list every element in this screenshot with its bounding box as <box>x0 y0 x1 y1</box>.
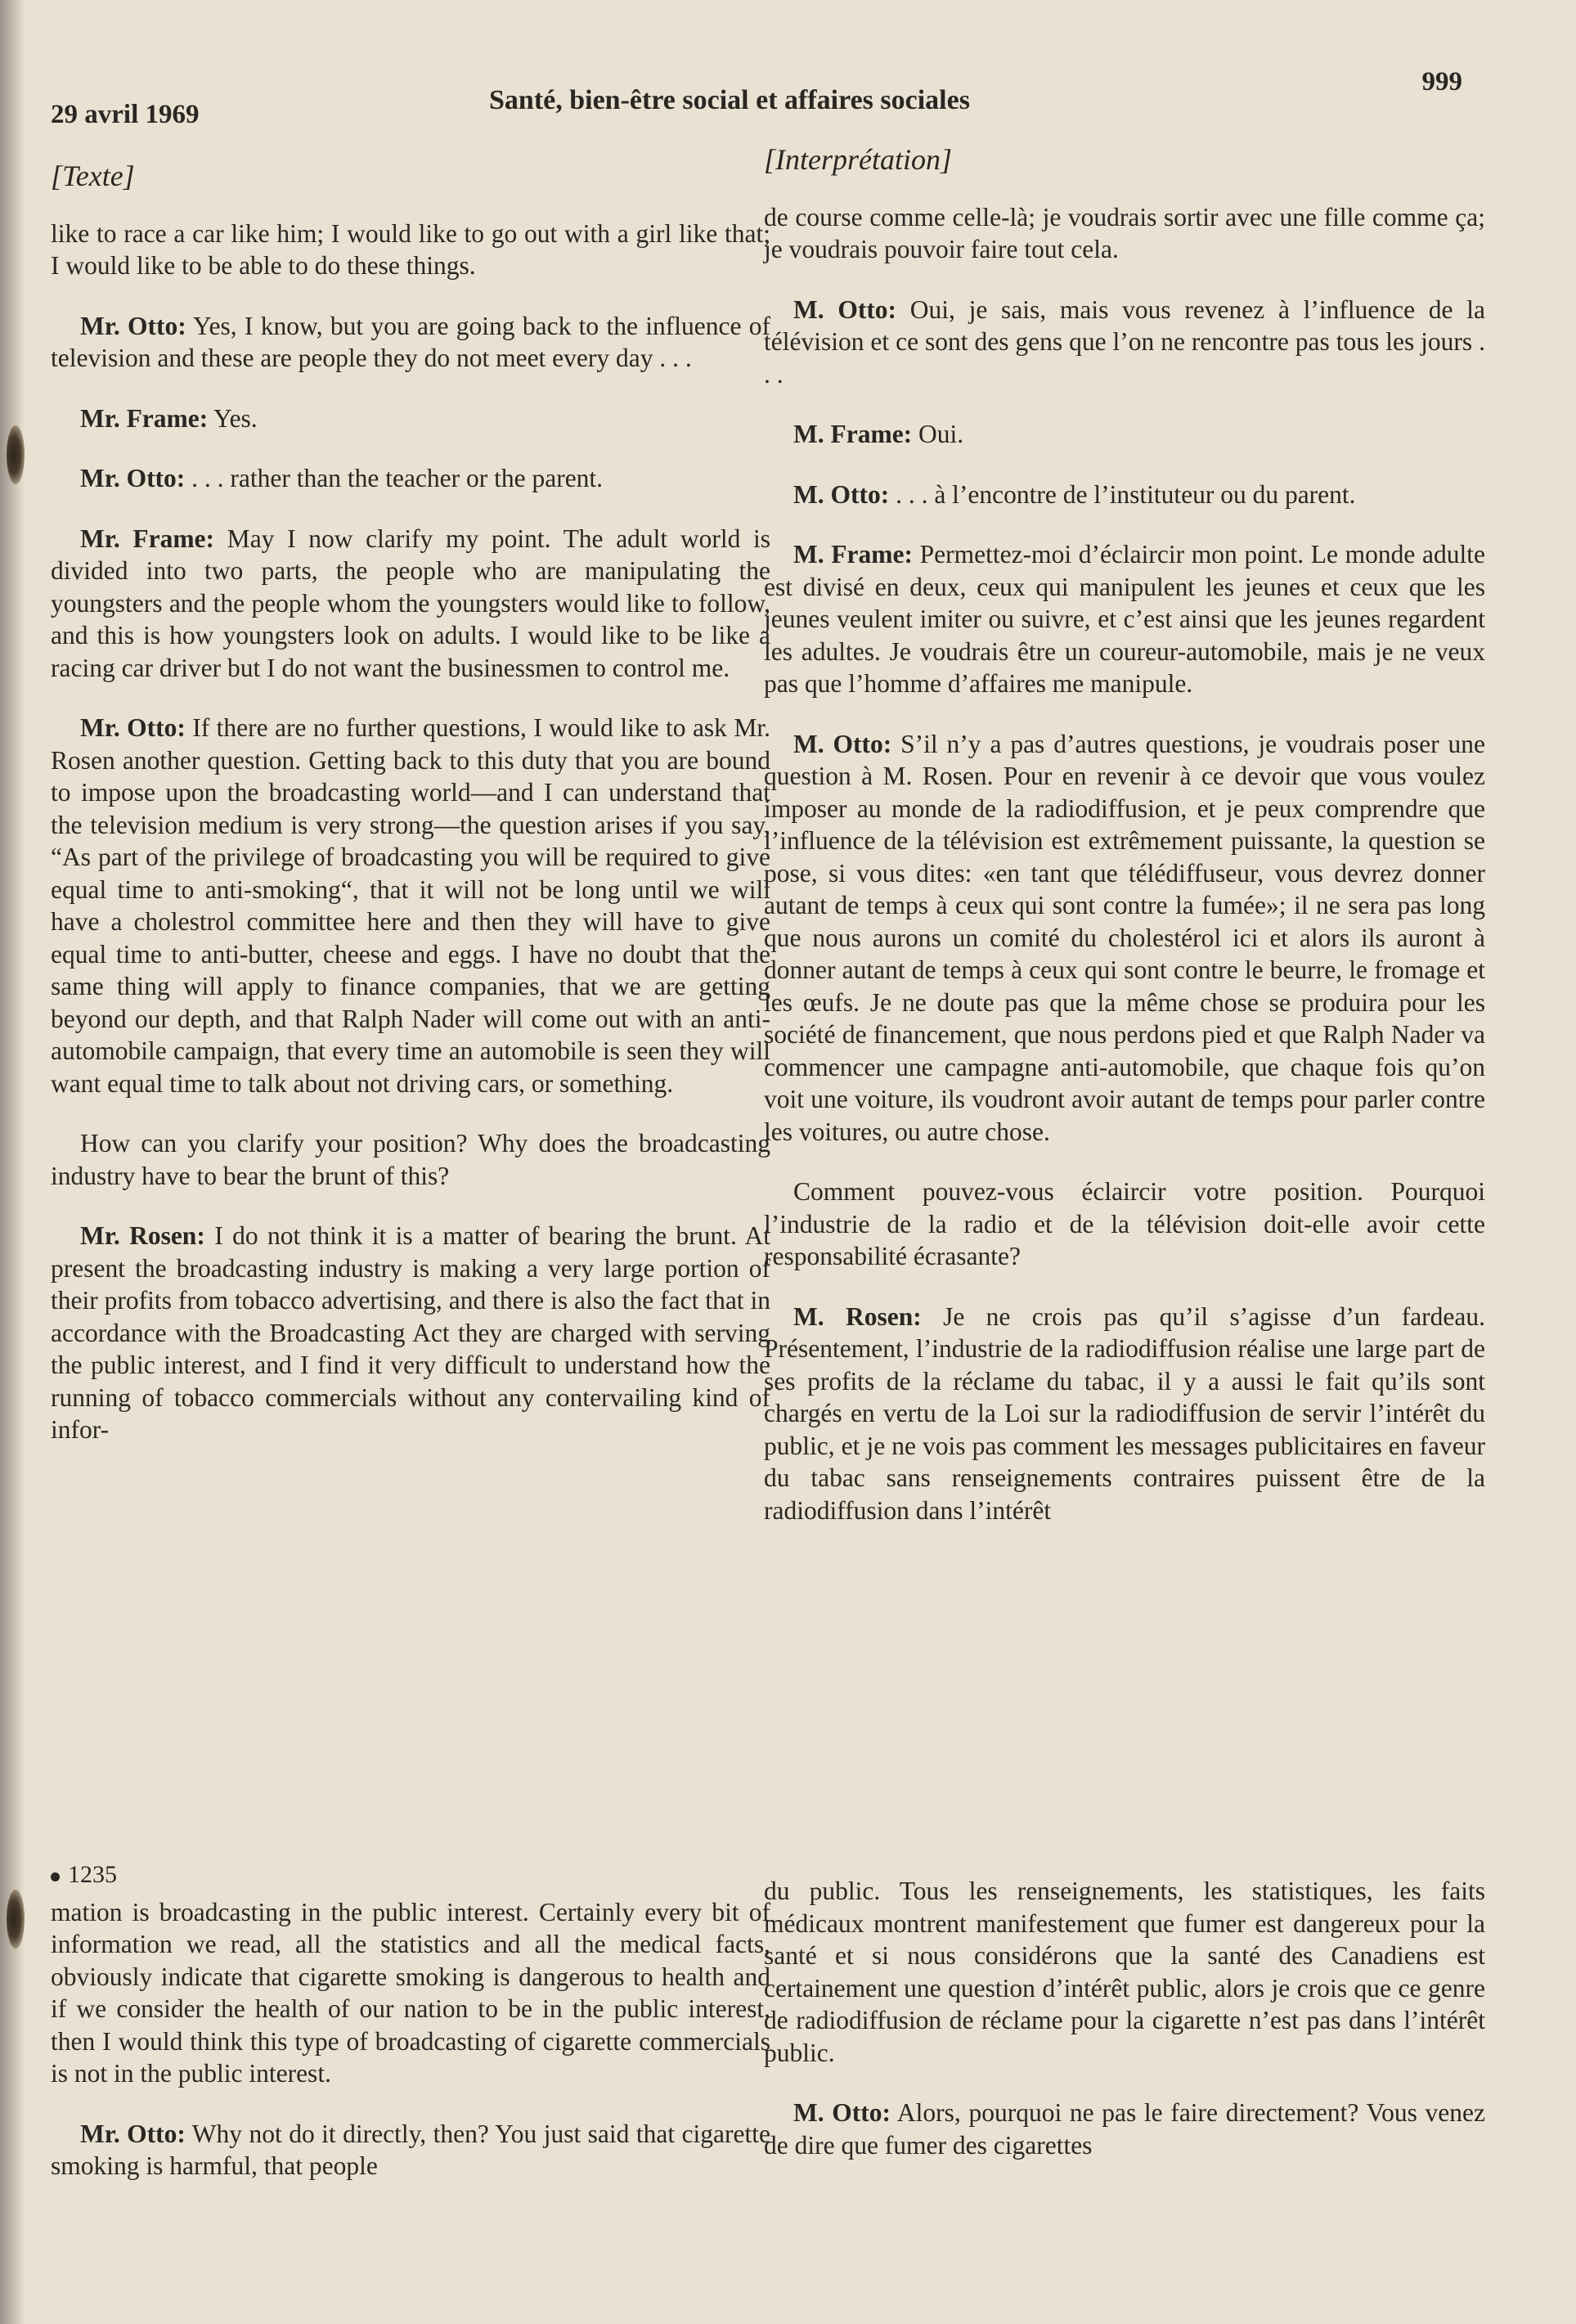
speaker-name: Mr. Otto: <box>80 464 186 492</box>
speaker-name: M. Frame: <box>793 420 913 448</box>
paragraph-text: de course comme celle-là; je voudrais sortir avec une fille comme ça; je voudrais pouvoir faire tout cela. <box>764 202 1485 263</box>
paragraph <box>51 218 770 282</box>
paragraph <box>764 294 1485 391</box>
right-column-top <box>764 144 1485 1526</box>
paragraph-text: S’il n’y a pas d’autres questions, je voudrais poser une question à M. Rosen. Pour en revenir à ce devoir que vous voulez imposer au monde de la radiodiffusion, et je peux comprendre que l’influence de la télévision est extrêmement puissante, la question se pose, si vous dites: «en tant que télédiffuseur, vous devrez donner autant de temps à ceux qui sont contre la fumée»; il ne sera pas long que nous aurons un comité du cholestérol ici et alors ils auront à donner autant de temps à ceux qui sont contre le beurre, le fromage et les œufs. Je ne doute pas que la même chose se produira pour les société de financement, que nous perdons pied et que Ralph Nader va commencer une campagne anti-automobile, que chaque fois qu’on voit une voiture, ils voudront avoir autant de temps pour parler contre les voitures, ou autre chose. <box>764 729 1485 1146</box>
paragraph-text: If there are no further questions, I would like to ask Mr. Rosen another question. Getting back to this duty that you are bound to impose upon the broadcasting world—and I can understand that the television medium is very strong—the question arises if you say, “As part of the privilege of broadcasting you will be required to give equal time to anti-smoking“, that it will not be long until we will have a cholestrol committee here and then they will have to give equal time to anti-butter, cheese and eggs. I have no doubt that the same thing will apply to finance companies, that we are getting beyond our depth, and that Ralph Nader will come out with an anti-automobile campaign, that every time an automobile is seen they will want equal time to talk about not driving cars, or something. <box>51 713 770 1098</box>
speaker-name: Mr. Frame: <box>80 403 209 433</box>
paragraph <box>764 2097 1485 2161</box>
speaker-name: M. Rosen: <box>793 1301 922 1331</box>
speaker-name: Mr. Otto: <box>80 713 186 742</box>
paragraph-text: Yes, I know, but you are going back to the influence of television and these are people they do not meet every day . . . <box>51 311 771 372</box>
speaker-name: M. Otto: <box>793 2098 891 2127</box>
left-column-tag: [Texte] <box>51 160 135 192</box>
paragraph <box>51 402 770 435</box>
speaker-name: M. Otto: <box>793 294 897 324</box>
paragraph-text: like to race a car like him; I would like to go out with a girl like that; I would like to be able to do these things. <box>51 218 770 280</box>
paragraph-text: May I now clarify my point. The adult world is divided into two parts, the people who are manipulating the youngsters and the people whom the youngsters would like to follow, and this is how youngsters look on adults. I would like to be like a racing car driver but I do not want the businessmen to control me. <box>51 524 770 682</box>
page-header <box>51 67 1462 133</box>
paragraph-text: I do not think it is a matter of bearing the brunt. At present the broadcasting industry is making a very large portion of their profits from tobacco advertising, and there is also the fact that in accordance with the Broadcasting Act they are charged with serving the public interest, and I find it very difficult to understand how the running of tobacco commercials without any contervailing kind of infor- <box>51 1221 770 1444</box>
paragraph-text: Oui, je sais, mais vous revenez à l’influence de la télévision et ce sont des gens que l’on ne rencontre pas tous les jours . . . <box>764 294 1485 389</box>
paragraph-text: Yes. <box>208 403 258 433</box>
paragraph-text: . . . à l’encontre de l’instituteur ou du parent. <box>889 479 1356 509</box>
paragraph <box>764 479 1485 511</box>
paragraph-text: How can you clarify your position? Why does the broadcasting industry have to bear the brunt of this? <box>51 1129 770 1190</box>
paragraph-text: du public. Tous les renseignements, les statistiques, les faits médicaux montrent manifestement que fumer est dangereux pour la santé et si nous considérons que la santé des Canadiens est certainement une question d’intérêt public, alors je crois que ce genre de radiodiffusion de réclame pour la cigarette n’est pas dans l’intérêt public. <box>764 1877 1485 2067</box>
paragraph <box>764 1175 1485 1273</box>
paragraph-text: Alors, pourquoi ne pas le faire directement? Vous venez de dire que fumer des cigarettes <box>764 2098 1486 2160</box>
marker-number: 1235 <box>68 1861 117 1888</box>
speaker-name: M. Otto: <box>793 479 890 509</box>
speaker-name: Mr. Frame: <box>80 524 215 553</box>
header-title: Santé, bien-être social et affaires sociales <box>489 85 970 115</box>
paragraph <box>764 1301 1485 1527</box>
paragraph <box>51 1127 770 1192</box>
header-page-number: 999 <box>1421 67 1462 97</box>
paragraph <box>764 538 1485 700</box>
left-column-top <box>51 160 770 1446</box>
paragraph <box>51 2118 770 2182</box>
punch-hole-bottom <box>7 1890 25 1949</box>
paragraph <box>51 523 770 685</box>
paragraph <box>51 712 770 1099</box>
paragraph <box>51 462 770 495</box>
page-binding-shadow <box>0 0 25 2324</box>
right-column-tag: [Interprétation] <box>764 143 953 176</box>
paragraph-text: Comment pouvez-vous éclaircir votre position. Pourquoi l’industrie de la radio et de la télévision doit-elle avoir cette responsabilité écrasante? <box>764 1177 1485 1270</box>
paragraph <box>764 1875 1485 2069</box>
marker-bullet-icon <box>51 1872 60 1881</box>
right-column-bottom <box>764 1875 1485 2161</box>
paragraph <box>51 310 770 375</box>
paragraph <box>764 728 1485 1149</box>
speaker-name: Mr. Rosen: <box>80 1221 205 1250</box>
left-column-bottom <box>51 1859 770 2182</box>
speaker-name: Mr. Otto: <box>80 311 186 340</box>
header-date: 29 avril 1969 <box>51 100 200 129</box>
speaker-name: M. Otto: <box>793 729 892 758</box>
paragraph <box>764 201 1485 266</box>
paragraph-text: Oui. <box>912 420 964 448</box>
paragraph <box>764 418 1485 451</box>
speaker-name: Mr. Otto: <box>80 2119 186 2148</box>
punch-hole-top <box>7 425 25 484</box>
page-marker <box>51 1859 770 1891</box>
paragraph-text: Why not do it directly, then? You just said that cigarette smoking is harmful, that people <box>51 2119 770 2180</box>
paragraph-text: . . . rather than the teacher or the parent. <box>185 464 604 492</box>
speaker-name: M. Frame: <box>793 540 913 569</box>
paragraph-text: mation is broadcasting in the public interest. Certainly every bit of information we read, all the statistics and all the medical facts, obviously indicate that cigarette smoking is dangerous to health and if we consider the health of our nation to be in the public interest, then I would think this type of broadcasting of cigarette commercials is not in the public interest. <box>51 1897 770 2088</box>
paragraph-text: Je ne crois pas qu’il s’agisse d’un fardeau. Présentement, l’industrie de la radiodiffusion réalise une large part de ses profits de la réclame du tabac, il y a aussi le fait qu’ils sont chargés en vertu de la Loi sur la radiodiffusion de servir l’intérêt du public, et je ne vois pas comment les messages publicitaires en faveur du tabac sans renseignements contraires puissent être de la radiodiffusion dans l’intérêt <box>764 1301 1486 1525</box>
paragraph <box>51 1896 770 2090</box>
paragraph-text: Permettez-moi d’éclaircir mon point. Le monde adulte est divisé en deux, ceux qui manipulent les jeunes et ceux que les jeunes veulent imiter ou suivre, et c’est ainsi que les jeunes regardent les adultes. Je voudrais être un coureur-automobile, mais je ne veux pas que l’homme d’affaires me manipule. <box>764 540 1485 698</box>
paragraph <box>51 1220 770 1446</box>
